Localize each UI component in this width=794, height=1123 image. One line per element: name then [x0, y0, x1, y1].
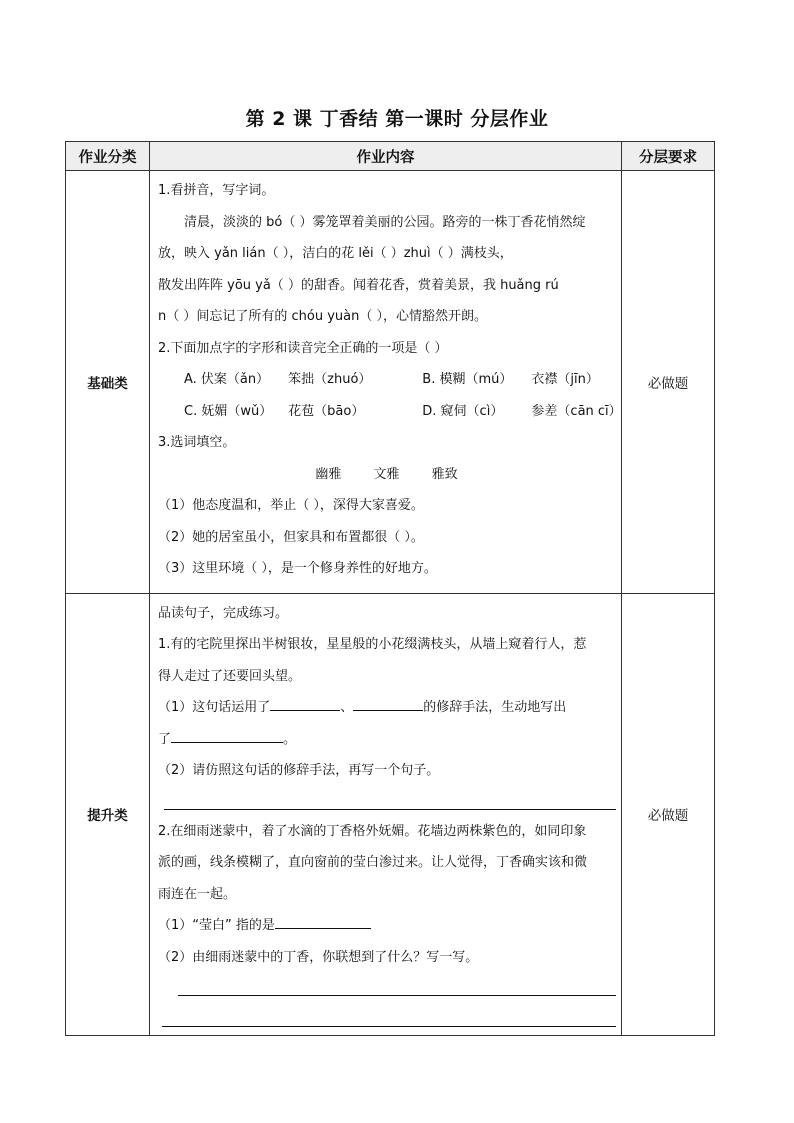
- answer-blank[interactable]: [171, 728, 283, 743]
- q3-word-bank: [158, 459, 615, 491]
- answer-blank[interactable]: [270, 696, 340, 711]
- option-d-2: 参差（cān cī）: [531, 403, 622, 419]
- option-a-2: 笨拙（zhuó）: [288, 372, 372, 387]
- category-advanced: 提升类: [66, 593, 150, 1036]
- content-basic: [150, 171, 622, 594]
- q2-options-row-1: [158, 364, 615, 396]
- option-c-2: 花苞（bāo）: [288, 403, 365, 419]
- q1-line: 放，映入 yǎn lián（ ），洁白的花 lěi（ ）zhuì（ ）满枝头，: [158, 246, 513, 261]
- table-row: [66, 593, 715, 1036]
- word-option: 文雅: [373, 466, 400, 482]
- q2-heading: 2.下面加点字的字形和读音完全正确的一项是（ ）: [158, 340, 448, 356]
- header-category: 作业分类: [66, 142, 150, 171]
- requirement-advanced: 必做题: [622, 593, 715, 1036]
- table-row: [66, 171, 715, 594]
- homework-table: [65, 141, 715, 1036]
- table-header-row: [66, 142, 715, 171]
- requirement-basic: 必做题: [622, 171, 715, 594]
- p2-subquestion-1: （1）“莹白” 指的是: [158, 910, 615, 942]
- content-advanced: [150, 593, 622, 1036]
- q1-heading: 1.看拼音，写字词。: [158, 183, 275, 198]
- option-b-2: 衣襟（jīn）: [531, 372, 599, 387]
- option-a: A. 伏案（ǎn）: [184, 372, 270, 387]
- page-title: 第 2 课 丁香结 第一课时 分层作业: [245, 108, 549, 130]
- p1-subquestion-1: （1）这句话运用了 、 的修辞手法，生动地写出: [158, 692, 615, 724]
- passage2-line: 2.在细雨迷蒙中，着了水滴的丁香格外妩媚。花墙边两株紫色的，如同印象: [158, 823, 587, 839]
- q2-options-row-2: [158, 396, 622, 428]
- q1-line: n（ ）间忘记了所有的 chóu yuàn（ ），心情豁然开朗。: [158, 309, 487, 324]
- q1-line: 清晨，淡淡的 bó（ ）雾笼罩着美丽的公园。路旁的一株丁香花悄然绽: [184, 214, 586, 230]
- passage2-line: 派的画，线条模糊了，直向窗前的莹白渗过来。让人觉得，丁香确实该和微: [158, 855, 588, 870]
- header-requirement: 分层要求: [622, 142, 715, 171]
- option-c: C. 妩媚（wǔ）: [184, 403, 273, 419]
- header-content: 作业内容: [150, 142, 622, 171]
- word-option: 雅致: [431, 466, 458, 482]
- option-d: D. 窥伺（cì）: [422, 403, 504, 419]
- answer-blank[interactable]: [275, 914, 371, 929]
- passage2-line: 雨连在一起。: [158, 886, 237, 902]
- passage1-line: 1.有的宅院里探出半树银妆，星星般的小花缀满枝头，从墙上窥着行人，惹: [158, 637, 587, 652]
- passage-intro: 品读句子，完成练习。: [158, 605, 289, 621]
- category-basic: 基础类: [66, 171, 150, 594]
- option-b: B. 模糊（mú）: [422, 372, 513, 387]
- q3-item: （2）她的居室虽小，但家具和布置都很（ ）。: [158, 529, 424, 545]
- q1-line: 散发出阵阵 yōu yǎ（ ）的甜香。闻着花香，赏着美景，我 huǎng rú: [158, 277, 559, 293]
- q3-heading: 3.选词填空。: [158, 435, 236, 450]
- p1-subquestion-2: （2）请仿照这句话的修辞手法，再写一个句子。: [158, 763, 440, 778]
- word-option: 幽雅: [315, 466, 342, 482]
- answer-line[interactable]: [164, 787, 616, 810]
- answer-blank[interactable]: [353, 696, 423, 711]
- passage1-line: 得人走过了还要回头望。: [158, 668, 302, 684]
- p2-subquestion-2: （2）由细雨迷蒙中的丁香，你联想到了什么？写一写。: [158, 949, 479, 965]
- p1-subquestion-1-cont: 了 。: [158, 724, 615, 756]
- q3-item: （3）这里环境（ ），是一个修身养性的好地方。: [158, 561, 437, 576]
- answer-line[interactable]: [162, 1004, 616, 1027]
- answer-line[interactable]: [178, 973, 616, 996]
- q3-item: （1）他态度温和，举止（ ），深得大家喜爱。: [158, 498, 424, 513]
